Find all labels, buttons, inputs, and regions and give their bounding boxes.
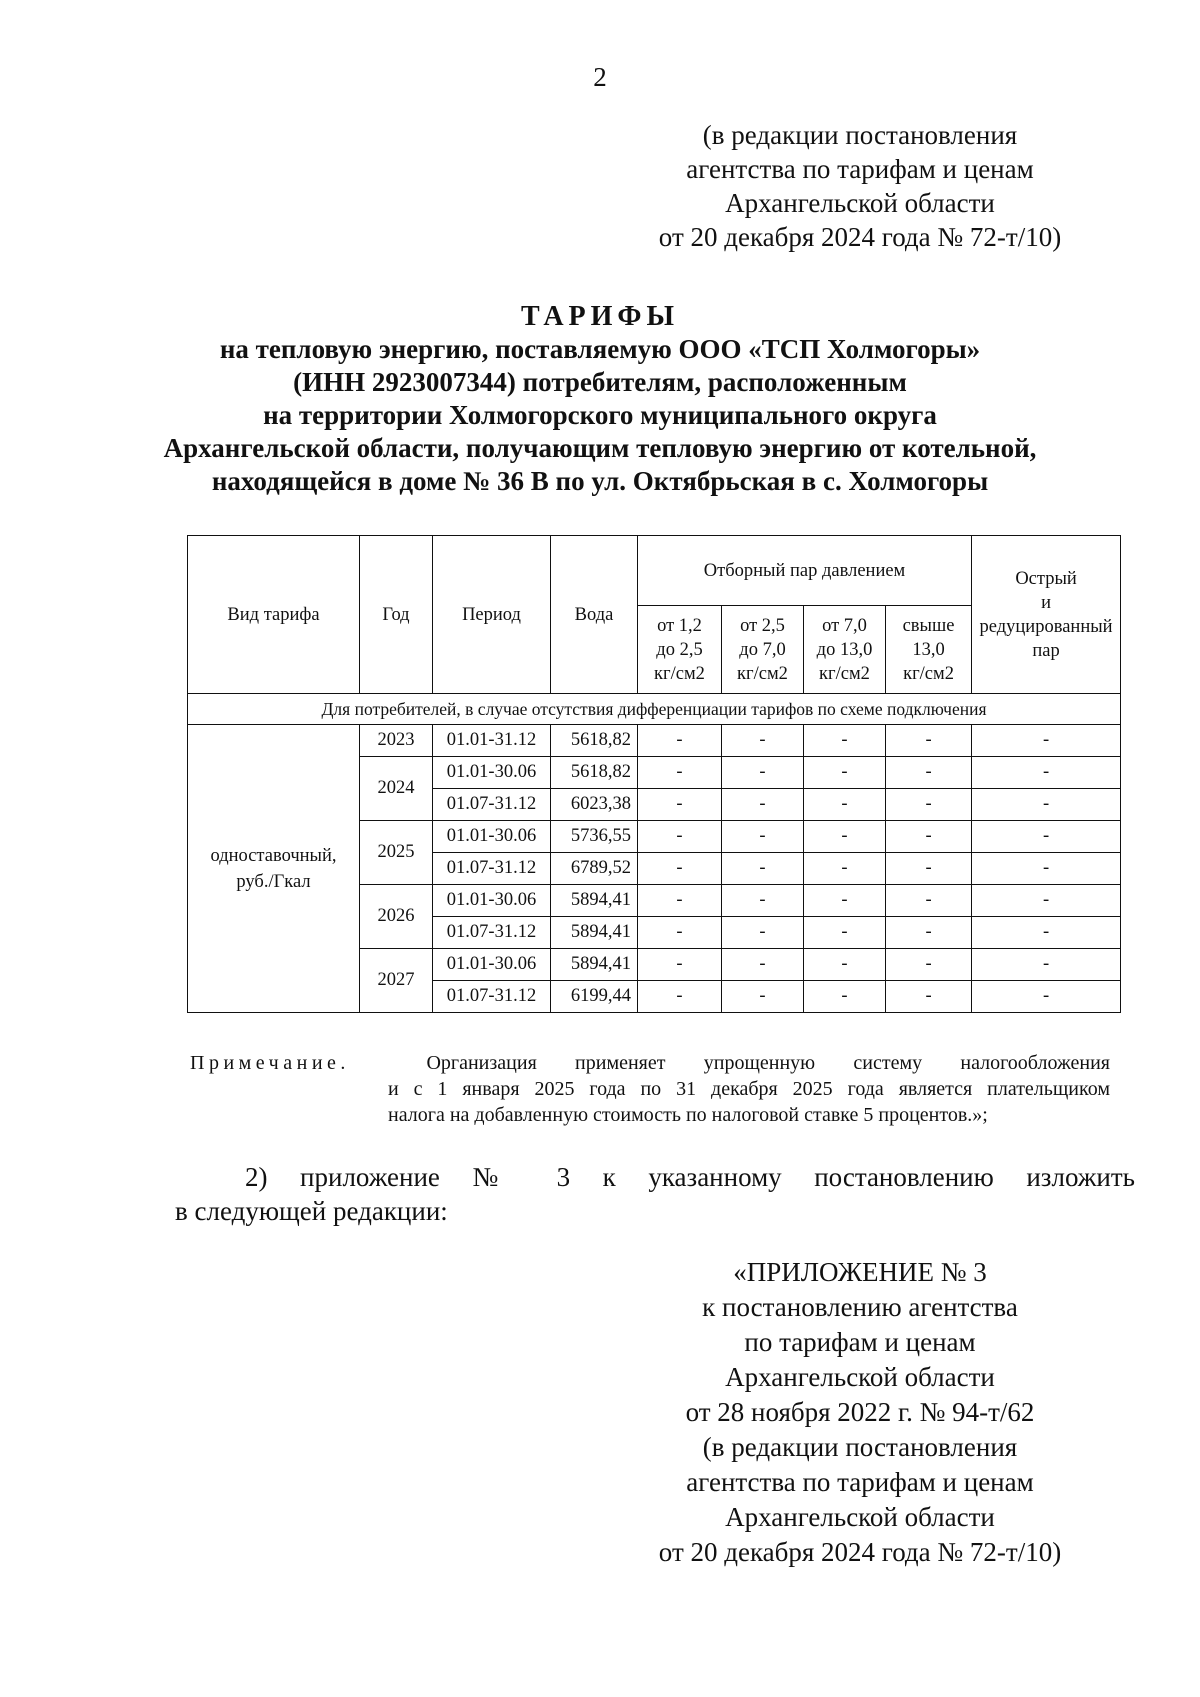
table-row: [188, 725, 1121, 757]
water-cell: 6199,44: [551, 981, 638, 1013]
dash-cell: -: [638, 981, 722, 1013]
tariff-type-cell: [188, 725, 360, 1013]
header-line: кг/см2: [903, 663, 954, 684]
dash-cell: -: [722, 725, 804, 757]
header-steam-group: Отборный пар давлением: [638, 536, 972, 606]
note-line: [190, 1050, 1110, 1076]
page-number: 2: [593, 62, 607, 92]
year-cell: 2024: [360, 757, 433, 821]
header-line: кг/см2: [819, 663, 870, 684]
dash-cell: -: [886, 885, 972, 917]
dash-cell: -: [722, 885, 804, 917]
dash-cell: -: [886, 949, 972, 981]
dash-cell: -: [886, 853, 972, 885]
appendix-line: от 20 декабря 2024 года № 72-т/10): [658, 1537, 1062, 1567]
appendix-line: (в редакции постановления: [702, 1432, 1018, 1462]
dash-cell: -: [638, 725, 722, 757]
dash-cell: -: [972, 981, 1121, 1013]
dash-cell: -: [638, 757, 722, 789]
title-line: на территории Холмогорского муниципального округа: [263, 400, 937, 430]
appendix-line: от 28 ноября 2022 г. № 94-т/62: [685, 1397, 1035, 1427]
period-cell: 01.07-31.12: [433, 981, 551, 1013]
title-line: на тепловую энергию, поставляемую ООО «ТСП Холмогоры»: [219, 334, 981, 364]
note-text: Организация применяет упрощенную систему налогообложения: [426, 1052, 1111, 1074]
note-label: Примечание.: [190, 1052, 350, 1074]
header-line: и: [1041, 592, 1051, 613]
appendix-line: по тарифам и ценам: [744, 1327, 976, 1357]
dash-cell: -: [804, 949, 886, 981]
dash-cell: -: [722, 949, 804, 981]
tariff-table: [187, 535, 1121, 1013]
dash-cell: -: [804, 821, 886, 853]
dash-cell: -: [972, 853, 1121, 885]
dash-cell: -: [886, 917, 972, 949]
dash-cell: -: [804, 885, 886, 917]
header-sharp-steam: [972, 536, 1121, 694]
dash-cell: -: [638, 789, 722, 821]
dash-cell: -: [804, 917, 886, 949]
header-line: от 7,0: [822, 615, 867, 636]
period-cell: 01.01-30.06: [433, 757, 551, 789]
dash-cell: -: [972, 949, 1121, 981]
redaction-line: (в редакции постановления: [702, 120, 1018, 150]
redaction-line: агентства по тарифам и ценам: [686, 154, 1034, 184]
water-cell: 5618,82: [551, 725, 638, 757]
dash-cell: -: [804, 757, 886, 789]
dash-cell: -: [972, 789, 1121, 821]
redaction-line: от 20 декабря 2024 года № 72-т/10): [658, 222, 1062, 252]
header-water: Вода: [551, 536, 638, 694]
header-line: редуцированный: [979, 616, 1113, 637]
dash-cell: -: [722, 789, 804, 821]
title-main: ТАРИФЫ: [521, 301, 679, 332]
header-steam-1-2.5: [638, 606, 722, 694]
water-cell: 5736,55: [551, 821, 638, 853]
dash-cell: -: [804, 725, 886, 757]
year-cell: 2023: [360, 725, 433, 757]
dash-cell: -: [886, 981, 972, 1013]
year-cell: 2025: [360, 821, 433, 885]
dash-cell: -: [804, 853, 886, 885]
dash-cell: -: [886, 821, 972, 853]
tariff-type-line: одноставочный,: [210, 845, 337, 866]
header-line: от 1,2: [657, 615, 702, 636]
water-cell: 5618,82: [551, 757, 638, 789]
note-line: налога на добавленную стоимость по налоговой ставке 5 процентов.»;: [388, 1104, 988, 1126]
header-tariff-type: Вид тарифа: [188, 536, 360, 694]
period-cell: 01.01-30.06: [433, 949, 551, 981]
year-cell: 2027: [360, 949, 433, 1013]
table-note: [190, 1050, 1110, 1128]
period-cell: 01.01-30.06: [433, 885, 551, 917]
water-cell: 5894,41: [551, 885, 638, 917]
dash-cell: -: [886, 789, 972, 821]
dash-cell: -: [722, 853, 804, 885]
dash-cell: -: [638, 949, 722, 981]
header-line: до 13,0: [816, 639, 873, 660]
dash-cell: -: [972, 757, 1121, 789]
title-line: Архангельской области, получающим тепловую энергию от котельной,: [163, 433, 1037, 463]
header-steam-2.5-7: [722, 606, 804, 694]
dash-cell: -: [972, 821, 1121, 853]
dash-cell: -: [804, 789, 886, 821]
appendix-line: Архангельской области: [725, 1362, 995, 1392]
header-line: кг/см2: [654, 663, 705, 684]
period-cell: 01.01-30.06: [433, 821, 551, 853]
header-period: Период: [433, 536, 551, 694]
dash-cell: -: [722, 757, 804, 789]
tariff-type-line: руб./Гкал: [236, 871, 311, 892]
dash-cell: -: [638, 917, 722, 949]
title-line: находящейся в доме № 36 В по ул. Октябрьская в с. Холмогоры: [211, 466, 989, 496]
amendment-paragraph: [175, 1160, 1135, 1228]
dash-cell: -: [722, 981, 804, 1013]
water-cell: 6789,52: [551, 853, 638, 885]
year-cell: 2026: [360, 885, 433, 949]
appendix-line: «ПРИЛОЖЕНИЕ № 3: [733, 1257, 987, 1287]
header-line: пар: [1032, 640, 1060, 661]
document-title: [120, 300, 1080, 498]
water-cell: 6023,38: [551, 789, 638, 821]
dash-cell: -: [722, 917, 804, 949]
dash-cell: -: [804, 981, 886, 1013]
header-steam-over-13: [886, 606, 972, 694]
header-line: свыше: [902, 615, 955, 636]
header-line: до 7,0: [739, 639, 786, 660]
appendix-line: Архангельской области: [725, 1502, 995, 1532]
dash-cell: -: [886, 725, 972, 757]
redaction-note-top: [580, 118, 1140, 254]
period-cell: 01.07-31.12: [433, 789, 551, 821]
dash-cell: -: [972, 885, 1121, 917]
consumer-group-row: Для потребителей, в случае отсутствия дифференциации тарифов по схеме подключения: [188, 694, 1121, 725]
appendix-heading: [600, 1255, 1120, 1570]
header-line: 13,0: [912, 639, 945, 660]
dash-cell: -: [886, 757, 972, 789]
period-cell: 01.07-31.12: [433, 853, 551, 885]
header-line: от 2,5: [740, 615, 785, 636]
header-line: кг/см2: [737, 663, 788, 684]
paragraph-line: в следующей редакции:: [175, 1196, 448, 1226]
appendix-line: к постановлению агентства: [702, 1292, 1018, 1322]
header-line: Острый: [1015, 568, 1077, 589]
dash-cell: -: [972, 917, 1121, 949]
dash-cell: -: [972, 725, 1121, 757]
water-cell: 5894,41: [551, 917, 638, 949]
dash-cell: -: [638, 885, 722, 917]
water-cell: 5894,41: [551, 949, 638, 981]
note-line: и с 1 января 2025 года по 31 декабря 2025 года является плательщиком: [388, 1078, 1110, 1100]
header-line: до 2,5: [656, 639, 703, 660]
period-cell: 01.07-31.12: [433, 917, 551, 949]
title-line: (ИНН 2923007344) потребителям, расположенным: [293, 367, 907, 397]
dash-cell: -: [638, 821, 722, 853]
paragraph-line: 2) приложение № 3 к указанному постановлению изложить: [245, 1162, 1135, 1192]
period-cell: 01.01-31.12: [433, 725, 551, 757]
dash-cell: -: [638, 853, 722, 885]
header-year: Год: [360, 536, 433, 694]
redaction-line: Архангельской области: [725, 188, 995, 218]
appendix-line: агентства по тарифам и ценам: [686, 1467, 1034, 1497]
header-steam-7-13: [804, 606, 886, 694]
dash-cell: -: [722, 821, 804, 853]
